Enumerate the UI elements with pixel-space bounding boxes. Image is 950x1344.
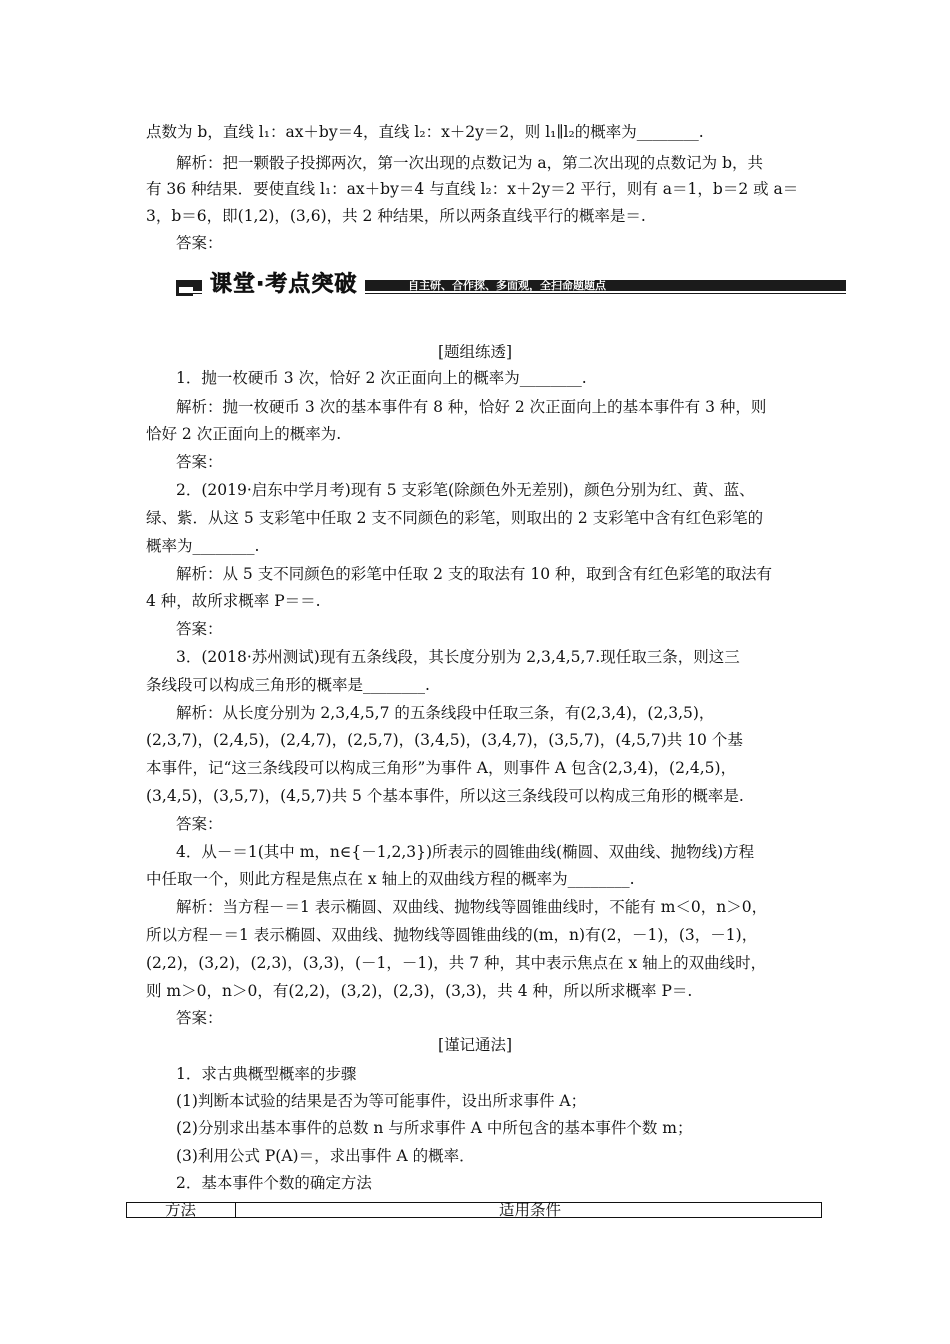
text-line: 则 m＞0，n＞0，有(2,2)，(3,2)，(2,3)，(3,3)，共 4 种，所以所求概率 P＝. bbox=[146, 982, 693, 1000]
table-header-condition: 适用条件 bbox=[499, 1201, 562, 1219]
question-line: 1．抛一枚硬币 3 次，恰好 2 次正面向上的概率为________. bbox=[176, 369, 587, 387]
method-step: (2)分别求出基本事件的总数 n 与所求事件 A 中所包含的基本事件个数 m； bbox=[176, 1119, 693, 1137]
answer-label: 答案： bbox=[176, 1009, 223, 1027]
text-line: (3,4,5)，(3,5,7)，(4,5,7)共 5 个基本事件，所以这三条线段可以构成三角形的概率是. bbox=[146, 787, 744, 805]
text-line: (2,3,7)，(2,4,5)，(2,4,7)，(2,5,7)，(3,4,5)，(3,4,7)，(3,5,7)，(4,5,7)共 10 个基 bbox=[146, 731, 743, 749]
text-line: 概率为________. bbox=[146, 537, 260, 555]
text-line: 点数为 b，直线 l₁：ax＋by＝4，直线 l₂：x＋2y＝2，则 l₁∥l₂的概率为________. bbox=[146, 123, 704, 141]
solution-line: 解析：当方程－＝1 表示椭圆、双曲线、抛物线等圆锥曲线时，不能有 m＜0，n＞0， bbox=[176, 898, 768, 916]
text-line: 4 种，故所求概率 P＝＝. bbox=[146, 592, 321, 610]
answer-label: 答案： bbox=[176, 234, 223, 252]
method-heading: 2．基本事件个数的确定方法 bbox=[176, 1174, 372, 1192]
text-line: 中任取一个，则此方程是焦点在 x 轴上的双曲线方程的概率为________. bbox=[146, 870, 635, 888]
question-line: 4．从－＝1(其中 m，n∈{－1,2,3})所表示的圆锥曲线(椭圆、双曲线、抛物线)方程 bbox=[176, 843, 755, 861]
table-column-divider bbox=[235, 1203, 236, 1217]
solution-line: 解析：从长度分别为 2,3,4,5,7 的五条线段中任取三条，有(2,3,4)，(2,3,5)， bbox=[176, 704, 715, 722]
text-line: 所以方程－＝1 表示椭圆、双曲线、抛物线等圆锥曲线的(m，n)有(2，－1)，(3，－1)， bbox=[146, 926, 758, 944]
banner-hook-decoration bbox=[176, 287, 193, 296]
solution-line: 解析：从 5 支不同颜色的彩笔中任取 2 支的取法有 10 种，取到含有红色彩笔的取法有 bbox=[176, 565, 773, 583]
section-heading: [谨记通法] bbox=[437, 1036, 513, 1054]
method-step: (1)判断本试验的结果是否为等可能事件，设出所求事件 A； bbox=[176, 1092, 587, 1110]
answer-label: 答案： bbox=[176, 815, 223, 833]
text-line: 绿、紫．从这 5 支彩笔中任取 2 支不同颜色的彩笔，则取出的 2 支彩笔中含有红色彩笔的 bbox=[146, 509, 764, 527]
section-heading: [题组练透] bbox=[437, 343, 513, 361]
text-line: (2,2)，(3,2)，(2,3)，(3,3)，(－1，－1)，共 7 种，其中表示焦点在 x 轴上的双曲线时， bbox=[146, 954, 767, 972]
section-banner bbox=[176, 271, 846, 299]
text-line: 有 36 种结果．要使直线 l₁：ax＋by＝4 与直线 l₂：x＋2y＝2 平行，则有 a＝1，b＝2 或 a＝ bbox=[146, 180, 799, 198]
method-heading: 1．求古典概型概率的步骤 bbox=[176, 1065, 357, 1083]
text-line: 本事件，记“这三条线段可以构成三角形”为事件 A，则事件 A 包含(2,3,4)，(2,4,5)， bbox=[146, 759, 737, 777]
answer-label: 答案： bbox=[176, 620, 223, 638]
table-header-method: 方法 bbox=[165, 1201, 197, 1219]
solution-line: 解析：把一颗骰子投掷两次，第一次出现的点数记为 a，第二次出现的点数记为 b，共 bbox=[176, 154, 764, 172]
solution-line: 解析：抛一枚硬币 3 次的基本事件有 8 种，恰好 2 次正面向上的基本事件有 3 种，则 bbox=[176, 398, 767, 416]
question-line: 2．(2019·启东中学月考)现有 5 支彩笔(除颜色外无差别)，颜色分别为红、黄、蓝、 bbox=[176, 481, 755, 499]
answer-label: 答案： bbox=[176, 453, 223, 471]
methods-table bbox=[126, 1202, 822, 1218]
text-line: 条线段可以构成三角形的概率是________. bbox=[146, 676, 430, 694]
question-line: 3．(2018·苏州测试)现有五条线段，其长度分别为 2,3,4,5,7.现任取三条，则这三 bbox=[176, 648, 740, 666]
text-line: 恰好 2 次正面向上的概率为. bbox=[146, 425, 342, 443]
banner-title: 课堂·考点突破 bbox=[202, 271, 365, 299]
text-line: 3，b＝6，即(1,2)，(3,6)，共 2 种结果，所以两条直线平行的概率是＝. bbox=[146, 207, 646, 225]
banner-subtitle: 自主研、合作探、多面观，全扫命题题点 bbox=[408, 279, 606, 292]
method-step: (3)利用公式 P(A)＝，求出事件 A 的概率． bbox=[176, 1147, 475, 1165]
